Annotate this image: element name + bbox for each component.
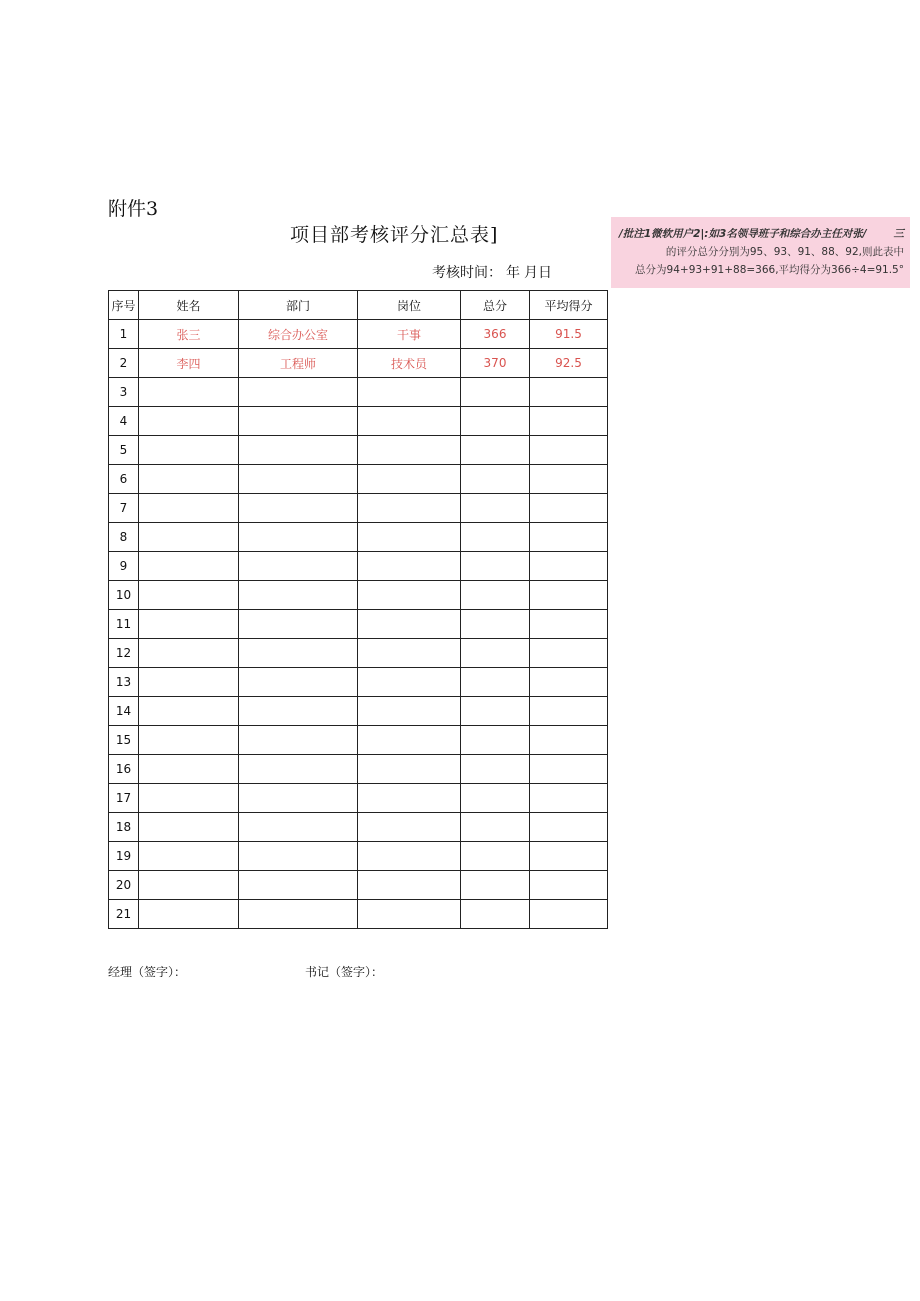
row-department[interactable] xyxy=(239,378,358,407)
header-average: 平均得分 xyxy=(530,291,608,320)
comment-line-1-text: /批注1微软用户2|:如3名领导班子和综合办主任对张/ xyxy=(619,228,867,240)
row-position[interactable] xyxy=(358,784,461,813)
row-average[interactable] xyxy=(530,813,608,842)
row-position[interactable] xyxy=(358,494,461,523)
header-total: 总分 xyxy=(461,291,530,320)
row-index[interactable]: 2 xyxy=(109,349,139,378)
row-total[interactable] xyxy=(461,523,530,552)
row-average[interactable] xyxy=(530,697,608,726)
row-average[interactable] xyxy=(530,871,608,900)
row-position[interactable] xyxy=(358,755,461,784)
row-department[interactable] xyxy=(239,900,358,929)
table-row xyxy=(109,784,608,813)
table-row xyxy=(109,813,608,842)
row-index[interactable]: 20 xyxy=(109,871,139,900)
row-total[interactable] xyxy=(461,610,530,639)
row-name[interactable]: 李四 xyxy=(139,349,239,378)
table-row xyxy=(109,407,608,436)
row-name[interactable] xyxy=(139,697,239,726)
row-name[interactable] xyxy=(139,581,239,610)
row-index[interactable]: 6 xyxy=(109,465,139,494)
row-total[interactable]: 366 xyxy=(461,320,530,349)
row-name[interactable] xyxy=(139,494,239,523)
comment-line-2: 的评分总分分别为95、93、91、88、92,则此表中 xyxy=(665,246,904,258)
comment-line-1 xyxy=(619,225,904,243)
row-index[interactable]: 8 xyxy=(109,523,139,552)
row-department[interactable] xyxy=(239,581,358,610)
row-total[interactable] xyxy=(461,900,530,929)
row-total[interactable] xyxy=(461,378,530,407)
row-average[interactable] xyxy=(530,668,608,697)
row-average[interactable] xyxy=(530,494,608,523)
table-row xyxy=(109,552,608,581)
table-header-row xyxy=(109,291,608,320)
row-index[interactable]: 4 xyxy=(109,407,139,436)
row-index[interactable]: 5 xyxy=(109,436,139,465)
row-total[interactable] xyxy=(461,407,530,436)
row-index[interactable]: 9 xyxy=(109,552,139,581)
row-name[interactable] xyxy=(139,871,239,900)
row-position[interactable] xyxy=(358,581,461,610)
row-position[interactable] xyxy=(358,436,461,465)
row-name[interactable] xyxy=(139,465,239,494)
row-average[interactable] xyxy=(530,436,608,465)
assessment-date xyxy=(432,262,556,282)
assessment-date-label: 考核时间： xyxy=(432,265,502,281)
row-department[interactable]: 综合办公室 xyxy=(239,320,358,349)
row-total[interactable] xyxy=(461,552,530,581)
table-row xyxy=(109,523,608,552)
row-position[interactable] xyxy=(358,407,461,436)
table-row xyxy=(109,668,608,697)
row-average[interactable]: 92.5 xyxy=(530,349,608,378)
row-average[interactable] xyxy=(530,900,608,929)
row-name[interactable]: 张三 xyxy=(139,320,239,349)
row-index[interactable]: 17 xyxy=(109,784,139,813)
row-total[interactable] xyxy=(461,494,530,523)
row-department[interactable] xyxy=(239,784,358,813)
row-index[interactable]: 13 xyxy=(109,668,139,697)
row-position[interactable] xyxy=(358,900,461,929)
row-position[interactable] xyxy=(358,871,461,900)
row-department[interactable] xyxy=(239,494,358,523)
row-department[interactable] xyxy=(239,755,358,784)
row-name[interactable] xyxy=(139,378,239,407)
row-name[interactable] xyxy=(139,842,239,871)
row-position[interactable] xyxy=(358,465,461,494)
row-index[interactable]: 10 xyxy=(109,581,139,610)
comment-line-1-tail: 三 xyxy=(893,228,904,240)
row-index[interactable]: 1 xyxy=(109,320,139,349)
table-row xyxy=(109,436,608,465)
table-row xyxy=(109,349,608,378)
row-department[interactable] xyxy=(239,407,358,436)
row-average[interactable]: 91.5 xyxy=(530,320,608,349)
table-row xyxy=(109,494,608,523)
row-total[interactable] xyxy=(461,784,530,813)
comment-line-3: 总分为94+93+91+88=366,平均得分为366÷4=91.5° xyxy=(635,264,904,276)
row-average[interactable] xyxy=(530,523,608,552)
assessment-date-monthday: 月日 xyxy=(524,265,552,281)
row-department[interactable] xyxy=(239,639,358,668)
row-average[interactable] xyxy=(530,639,608,668)
row-total[interactable] xyxy=(461,639,530,668)
row-average[interactable] xyxy=(530,842,608,871)
score-summary-table xyxy=(108,290,608,929)
row-name[interactable] xyxy=(139,755,239,784)
row-total[interactable] xyxy=(461,755,530,784)
row-position[interactable] xyxy=(358,552,461,581)
table-row xyxy=(109,378,608,407)
manager-signature-label: 经理（签字）： xyxy=(108,965,187,979)
row-department[interactable] xyxy=(239,668,358,697)
row-average[interactable] xyxy=(530,552,608,581)
row-average[interactable] xyxy=(530,726,608,755)
row-name[interactable] xyxy=(139,668,239,697)
header-name: 姓名 xyxy=(139,291,239,320)
row-total[interactable] xyxy=(461,871,530,900)
header-position: 岗位 xyxy=(358,291,461,320)
row-position[interactable] xyxy=(358,523,461,552)
row-department[interactable] xyxy=(239,842,358,871)
row-department[interactable] xyxy=(239,610,358,639)
table-row xyxy=(109,755,608,784)
row-department[interactable] xyxy=(239,436,358,465)
table-row xyxy=(109,871,608,900)
row-index[interactable]: 16 xyxy=(109,755,139,784)
row-index[interactable]: 3 xyxy=(109,378,139,407)
secretary-signature-label: 书记（签字）： xyxy=(305,965,384,979)
row-total[interactable] xyxy=(461,697,530,726)
row-name[interactable] xyxy=(139,813,239,842)
row-total[interactable] xyxy=(461,668,530,697)
row-name[interactable] xyxy=(139,610,239,639)
row-total[interactable] xyxy=(461,581,530,610)
row-index[interactable]: 15 xyxy=(109,726,139,755)
table-row xyxy=(109,610,608,639)
row-average[interactable] xyxy=(530,755,608,784)
row-name[interactable] xyxy=(139,436,239,465)
table-row xyxy=(109,581,608,610)
row-department[interactable] xyxy=(239,523,358,552)
row-position[interactable] xyxy=(358,610,461,639)
row-name[interactable] xyxy=(139,407,239,436)
row-index[interactable]: 7 xyxy=(109,494,139,523)
header-index: 序号 xyxy=(109,291,139,320)
row-department[interactable] xyxy=(239,552,358,581)
row-name[interactable] xyxy=(139,639,239,668)
row-total[interactable] xyxy=(461,465,530,494)
row-average[interactable] xyxy=(530,407,608,436)
row-average[interactable] xyxy=(530,378,608,407)
row-position[interactable] xyxy=(358,813,461,842)
table-row xyxy=(109,639,608,668)
row-total[interactable] xyxy=(461,842,530,871)
row-index[interactable]: 18 xyxy=(109,813,139,842)
table-row xyxy=(109,842,608,871)
row-name[interactable] xyxy=(139,726,239,755)
review-comment[interactable] xyxy=(611,217,910,288)
row-average[interactable] xyxy=(530,465,608,494)
table-row xyxy=(109,320,608,349)
row-average[interactable] xyxy=(530,784,608,813)
row-department[interactable] xyxy=(239,726,358,755)
row-average[interactable] xyxy=(530,581,608,610)
row-average[interactable] xyxy=(530,610,608,639)
row-total[interactable] xyxy=(461,726,530,755)
row-position[interactable] xyxy=(358,639,461,668)
assessment-date-year: 年 xyxy=(506,265,520,281)
row-department[interactable] xyxy=(239,871,358,900)
row-total[interactable]: 370 xyxy=(461,349,530,378)
row-department[interactable] xyxy=(239,465,358,494)
row-position[interactable] xyxy=(358,378,461,407)
attachment-label: 附件3 xyxy=(108,198,159,220)
table-row xyxy=(109,900,608,929)
row-department[interactable]: 工程师 xyxy=(239,349,358,378)
row-position[interactable] xyxy=(358,668,461,697)
row-index[interactable]: 14 xyxy=(109,697,139,726)
row-total[interactable] xyxy=(461,813,530,842)
row-total[interactable] xyxy=(461,436,530,465)
row-name[interactable] xyxy=(139,523,239,552)
row-position[interactable] xyxy=(358,842,461,871)
page-title: 项目部考核评分汇总表] xyxy=(290,224,499,246)
row-position[interactable]: 技术员 xyxy=(358,349,461,378)
row-index[interactable]: 12 xyxy=(109,639,139,668)
row-position[interactable] xyxy=(358,697,461,726)
row-index[interactable]: 19 xyxy=(109,842,139,871)
row-index[interactable]: 11 xyxy=(109,610,139,639)
table-row xyxy=(109,726,608,755)
row-department[interactable] xyxy=(239,813,358,842)
row-name[interactable] xyxy=(139,784,239,813)
row-index[interactable]: 21 xyxy=(109,900,139,929)
table-row xyxy=(109,697,608,726)
row-name[interactable] xyxy=(139,552,239,581)
row-position[interactable] xyxy=(358,726,461,755)
header-department: 部门 xyxy=(239,291,358,320)
table-row xyxy=(109,465,608,494)
row-department[interactable] xyxy=(239,697,358,726)
row-name[interactable] xyxy=(139,900,239,929)
row-position[interactable]: 干事 xyxy=(358,320,461,349)
